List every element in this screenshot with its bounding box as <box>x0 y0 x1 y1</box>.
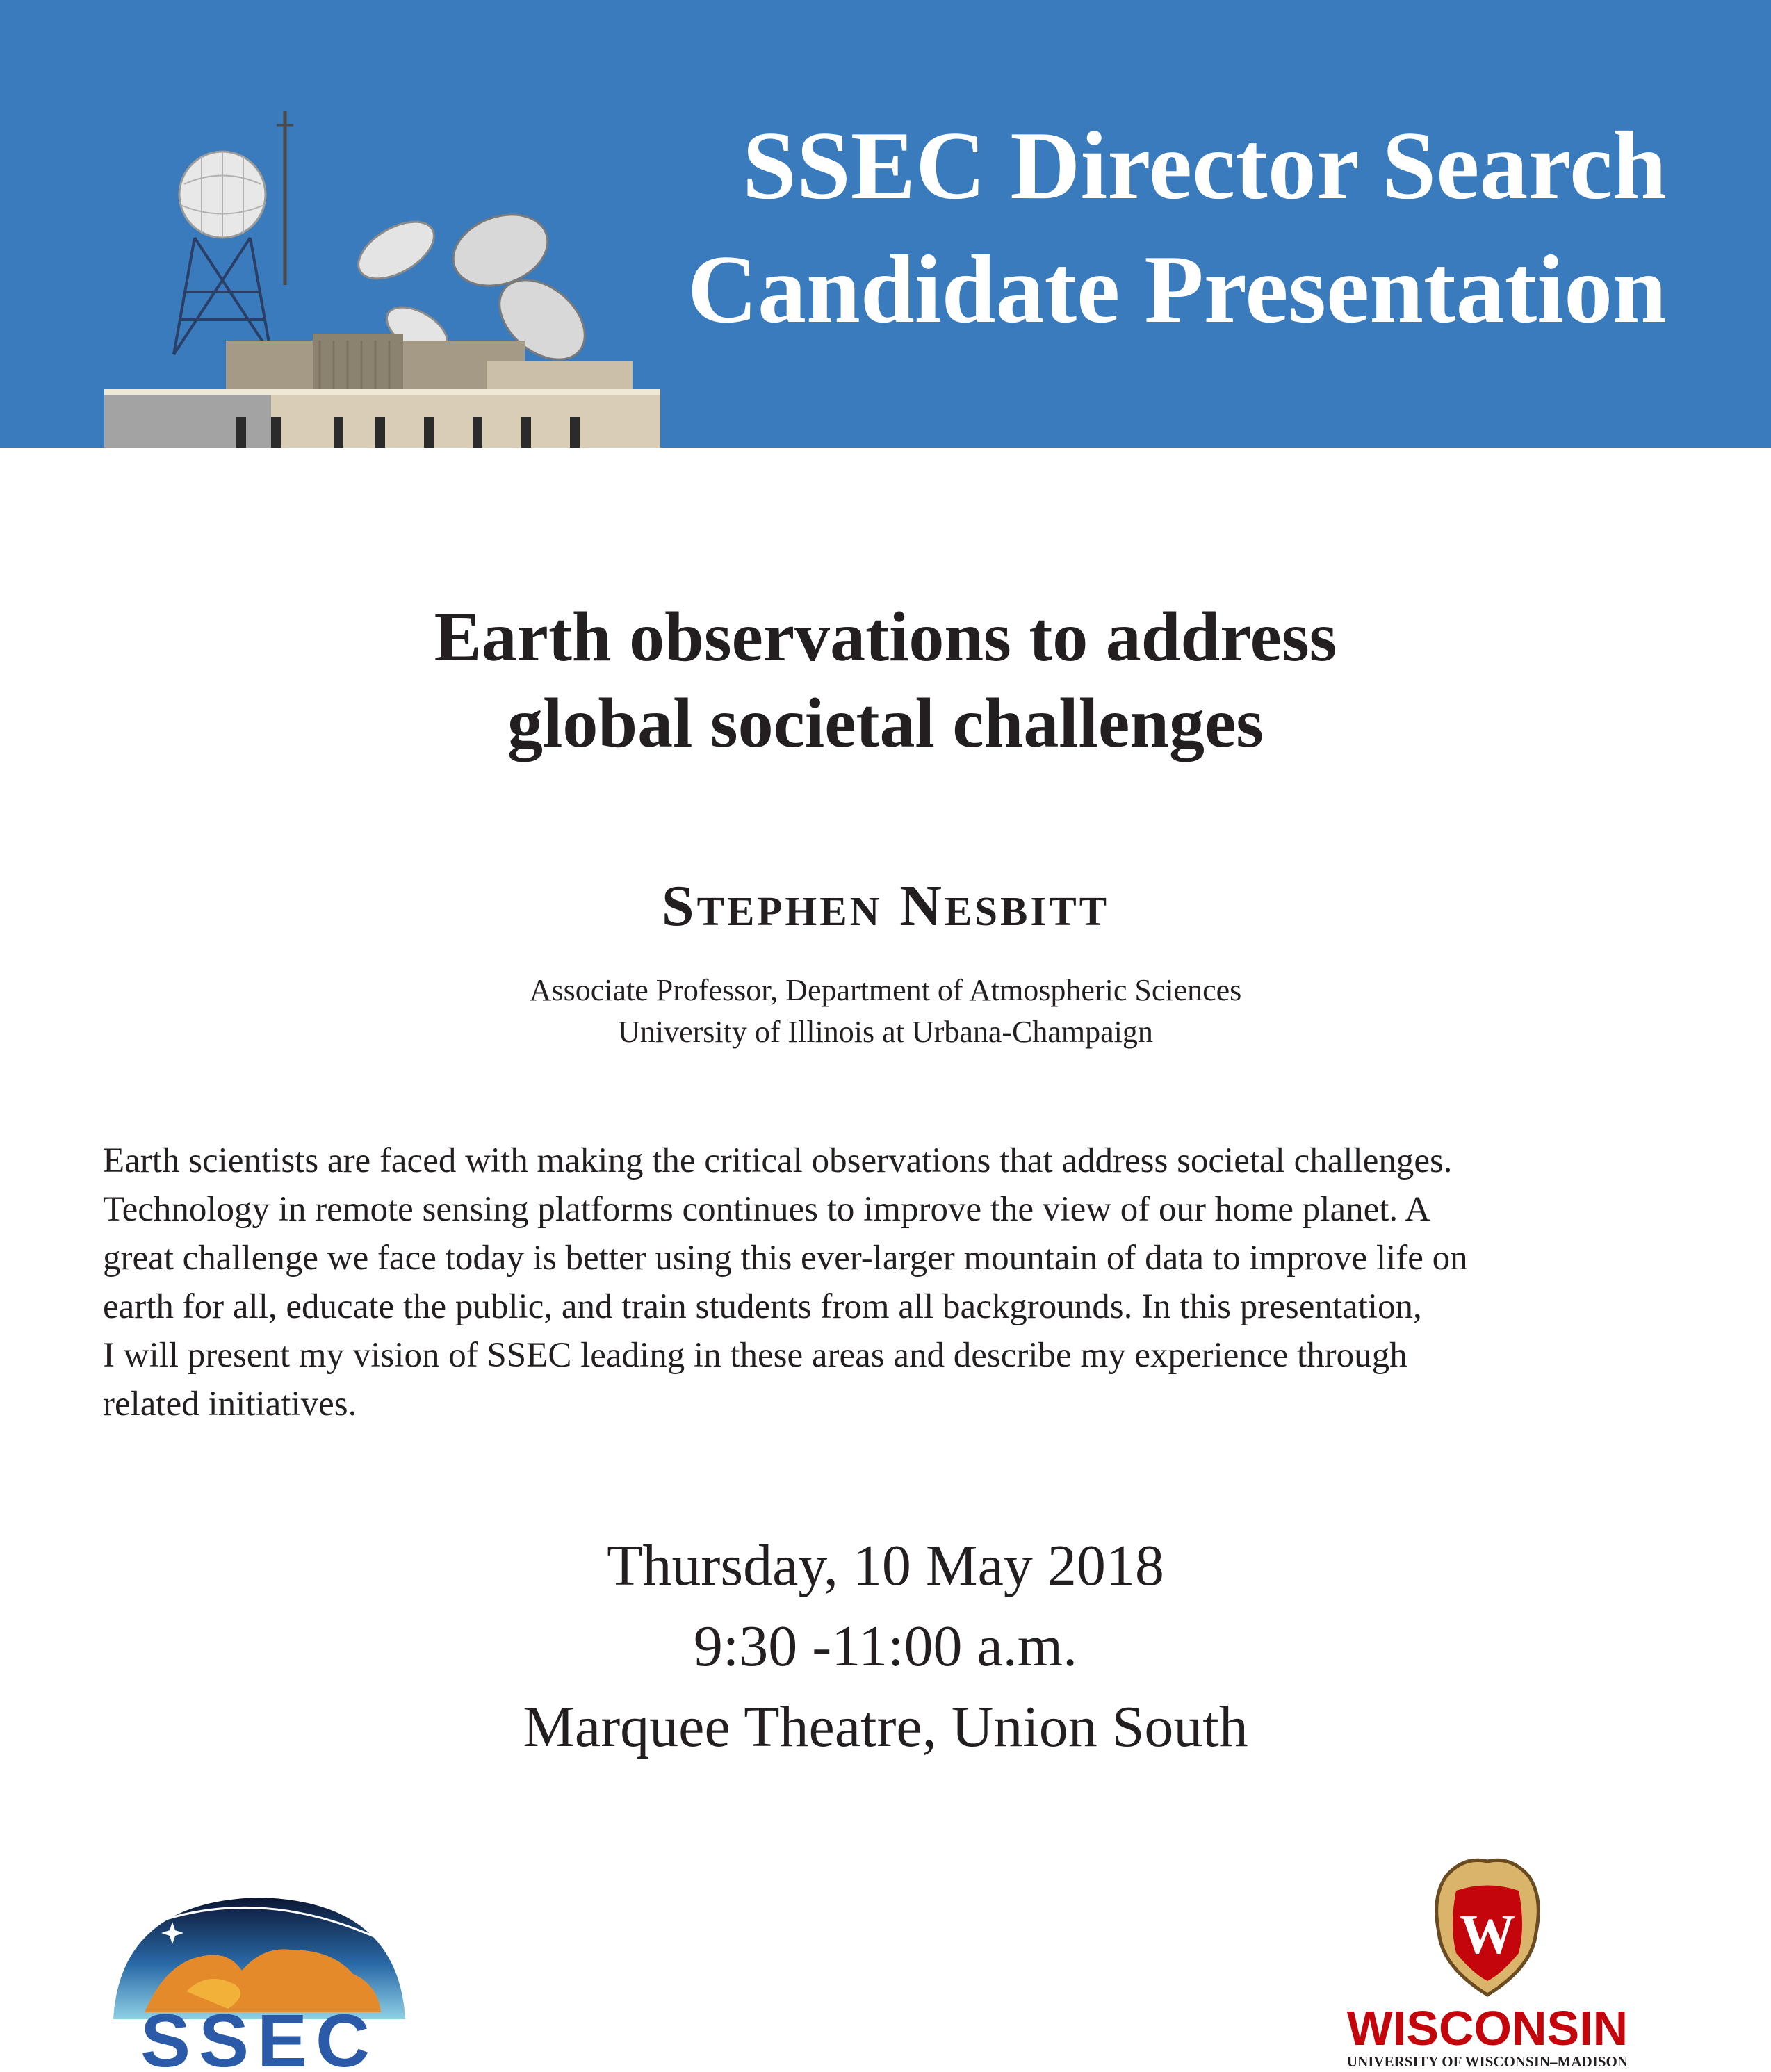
abstract <box>103 1136 1688 1428</box>
abstract-line: Earth scientists are faced with making the critical observations that address societal challenges. <box>103 1141 1453 1180</box>
ssec-logo <box>103 1880 416 2072</box>
rooftop-antennas-illustration <box>97 83 674 448</box>
banner-title-line1: SSEC Director Search <box>742 112 1667 220</box>
header-banner <box>0 0 1771 448</box>
event-time: 9:30 -11:00 a.m. <box>693 1614 1078 1679</box>
ssec-logo-text: SSEC <box>140 1998 379 2072</box>
uw-logo-subtitle: UNIVERSITY OF WISCONSIN–MADISON <box>1346 2053 1629 2070</box>
uw-madison-logo <box>1321 1856 1654 2072</box>
abstract-line: related initiatives. <box>103 1385 357 1424</box>
uw-logo-wordmark: WISCONSIN <box>1346 2001 1629 2055</box>
talk-title <box>0 594 1771 767</box>
abstract-line: great challenge we face today is better using this ever-larger mountain of data to improve life on <box>103 1239 1468 1278</box>
event-info <box>0 1526 1771 1768</box>
speaker-affiliation <box>0 970 1771 1053</box>
banner-title-line2: Candidate Presentation <box>687 236 1667 343</box>
abstract-line: Technology in remote sensing platforms continues to improve the view of our home planet. A <box>103 1190 1430 1229</box>
event-location: Marquee Theatre, Union South <box>523 1695 1248 1759</box>
abstract-line: I will present my vision of SSEC leading in these areas and describe my experience through <box>103 1336 1407 1375</box>
speaker-name: Stephen Nesbitt <box>661 874 1110 938</box>
abstract-line: earth for all, educate the public, and train students from all backgrounds. In this presentation, <box>103 1287 1422 1326</box>
banner-title <box>624 104 1667 352</box>
event-date: Thursday, 10 May 2018 <box>607 1533 1164 1598</box>
speaker-position: Associate Professor, Department of Atmospheric Sciences <box>529 973 1242 1007</box>
talk-title-line2: global societal challenges <box>507 684 1264 762</box>
talk-title-line1: Earth observations to address <box>434 598 1337 676</box>
uw-crest-letter: W <box>1460 1904 1515 1966</box>
speaker-institution: University of Illinois at Urbana-Champaign <box>618 1015 1153 1049</box>
